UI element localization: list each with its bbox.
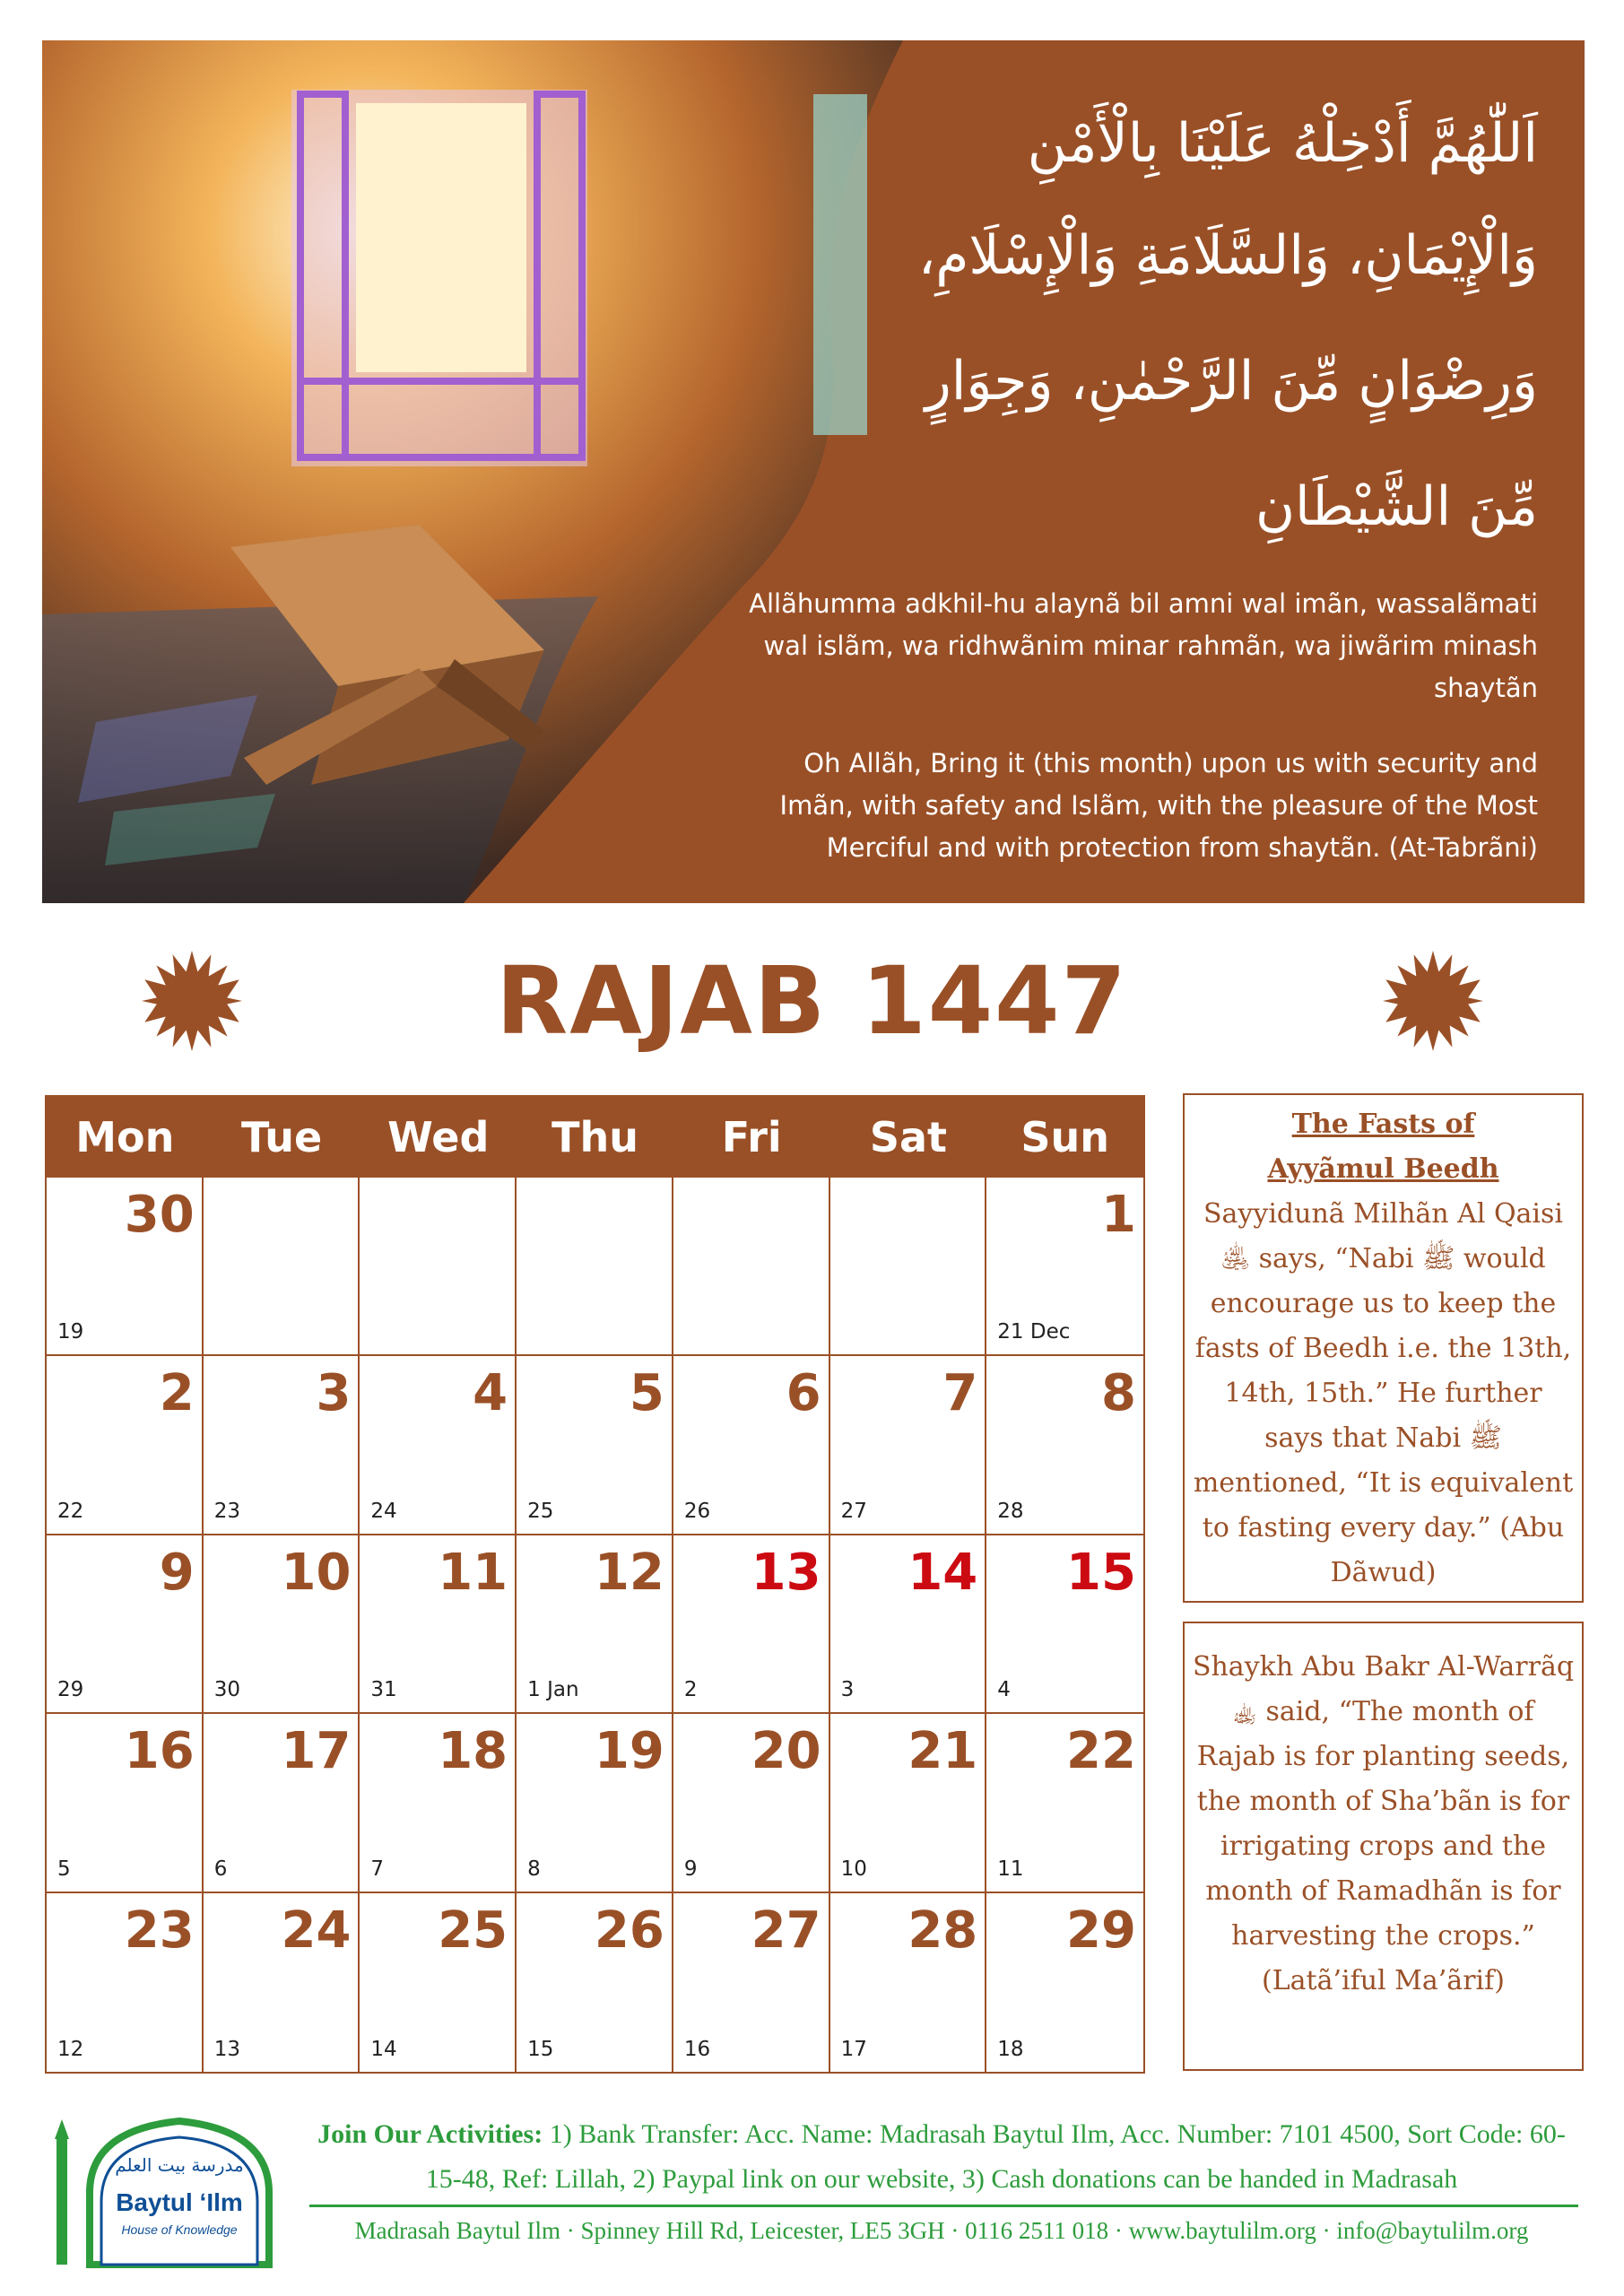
calendar-day-cell [673, 1535, 830, 1714]
fasts-body-text: Sayyidunã Milhãn Al Qaisi ﵁ says, “Nabi ﷺ would encourage us to keep the fasts of Beedh i.e. the 13th, 14th, 15th.” He further says that Nabi ﷺ mentioned, “It is equivalent to fasting every day.” (Abu Dãwud) [1193, 1198, 1574, 1588]
donation-info [305, 2112, 1578, 2202]
hijri-day-number: 14 [908, 1543, 978, 1602]
calendar-day-cell [360, 1893, 517, 2072]
weekday-label: Thu [551, 1113, 638, 1161]
gregorian-date: 23 [213, 1499, 240, 1523]
rajab-quote-box [1183, 1622, 1584, 2071]
header-banner [42, 40, 1585, 903]
hijri-day-number: 25 [438, 1900, 508, 1960]
join-text: 1) Bank Transfer: Acc. Name: Madrasah Baytul Ilm, Acc. Number: 7101 4500, Sort Code: 60-15-48, Ref: Lillah, 2) Paypal link on our website, 3) Cash donations can be handed in Madrasah [425, 2119, 1566, 2194]
calendar-day-cell [517, 1535, 673, 1714]
hijri-day-number: 15 [1066, 1543, 1136, 1602]
dua-arabic-line-4: مِّنَ الشَّيْطَانِ [1255, 475, 1538, 538]
weekday-label: Mon [75, 1113, 175, 1161]
calendar-day-cell [830, 1893, 987, 2072]
hijri-day-number: 4 [473, 1364, 508, 1423]
gregorian-date: 21 Dec [997, 1320, 1071, 1344]
hijri-day-number: 11 [438, 1543, 508, 1602]
gregorian-date: 26 [683, 1499, 711, 1523]
gregorian-date: 29 [57, 1678, 84, 1702]
fasts-info-box [1183, 1093, 1584, 1603]
calendar-day-cell [517, 1356, 673, 1535]
hijri-day-number: 1 [1101, 1186, 1136, 1244]
page-title: RAJAB 1447 [496, 946, 1128, 1056]
gregorian-date: 14 [370, 2037, 397, 2061]
calendar-day-cell [47, 1714, 204, 1892]
gregorian-date: 25 [527, 1499, 554, 1523]
gregorian-date: 15 [527, 2037, 554, 2061]
gregorian-date: 8 [527, 1857, 541, 1881]
calendar-day-cell [986, 1178, 1143, 1356]
quote-body-text: Shaykh Abu Bakr Al-Warrãq ﵀ said, “The month of Rajab is for planting seeds, the month of Sha’bãn is for irrigating crops and the month of Ramadhãn is for harvesting the crops.” (Latã’iful Ma’ãrif) [1192, 1651, 1575, 1996]
calendar-day-cell [517, 1714, 673, 1892]
gregorian-date: 18 [997, 2037, 1024, 2061]
fasts-heading-line-1: The Fasts of [1291, 1109, 1475, 1140]
calendar-day-cell [204, 1356, 360, 1535]
calendar-day-cell [673, 1178, 830, 1356]
hijri-day-number: 13 [751, 1543, 821, 1602]
footer-divider [309, 2205, 1578, 2207]
hijri-day-number: 27 [751, 1900, 821, 1960]
calendar-day-cell [986, 1714, 1143, 1892]
weekday-label: Wed [387, 1113, 490, 1161]
gregorian-date: 7 [370, 1857, 385, 1881]
calendar-grid [45, 1095, 1145, 2074]
calendar-day-cell [360, 1178, 517, 1356]
hijri-day-number: 7 [942, 1364, 978, 1423]
dua-arabic-line-3: وَرِضْوَانٍ مِّنَ الرَّحْمٰنِ، وَجِوَارٍ [925, 350, 1538, 413]
calendar-day-cell [47, 1535, 204, 1714]
gregorian-date: 11 [997, 1857, 1024, 1881]
hijri-day-number: 9 [159, 1543, 195, 1602]
hijri-day-number: 10 [281, 1543, 352, 1602]
calendar-day-cell [204, 1178, 360, 1356]
calendar-day-cell [204, 1893, 360, 2072]
join-label: Join Our Activities: [317, 2119, 543, 2149]
logo-tagline: House of Knowledge [121, 2222, 238, 2237]
gregorian-date: 19 [57, 1320, 84, 1344]
weekday-label: Sat [869, 1113, 948, 1161]
dua-transliteration: Allãhumma adkhil-hu alaynã bil amni wal imãn, wassalãmati wal islãm, wa ridhwãnim minar rahmãn, wa jiwãrim minash shaytãn [749, 588, 1538, 703]
dua-arabic-line-1: اَللّٰهُمَّ أَدْخِلْهُ عَلَيْنَا بِالْأَمْنِ [1027, 112, 1538, 175]
hijri-day-number: 28 [908, 1900, 978, 1960]
calendar-day-cell [360, 1535, 517, 1714]
hijri-day-number: 20 [751, 1722, 821, 1781]
calendar-day-cell [47, 1178, 204, 1356]
calendar-day-cell [986, 1535, 1143, 1714]
gregorian-date: 27 [840, 1499, 867, 1523]
starburst-icon [1383, 951, 1483, 1051]
gregorian-date: 4 [997, 1678, 1011, 1702]
calendar-days [47, 1178, 1143, 2072]
hijri-day-number: 29 [1066, 1900, 1136, 1960]
hijri-day-number: 24 [281, 1900, 352, 1960]
hijri-day-number: 12 [594, 1543, 664, 1602]
calendar-day-cell [360, 1714, 517, 1892]
gregorian-date: 16 [683, 2037, 711, 2061]
gregorian-date: 2 [683, 1678, 698, 1702]
calendar-day-cell [673, 1356, 830, 1535]
gregorian-date: 12 [57, 2037, 84, 2061]
calendar-day-cell [47, 1893, 204, 2072]
calendar-day-cell [986, 1893, 1143, 2072]
gregorian-date: 31 [370, 1678, 397, 1702]
contact-address: Madrasah Baytul Ilm · Spinney Hill Rd, Leicester, LE5 3GH · 0116 2511 018 · www.baytulilm.org · info@baytulilm.org [354, 2217, 1529, 2244]
hijri-day-number: 2 [159, 1364, 195, 1423]
calendar-day-cell [204, 1535, 360, 1714]
hijri-day-number: 17 [281, 1722, 352, 1781]
calendar-day-cell [830, 1535, 987, 1714]
weekday-label: Sun [1020, 1113, 1109, 1161]
gregorian-date: 17 [840, 2037, 867, 2061]
gregorian-date: 6 [213, 1857, 228, 1881]
gregorian-date: 1 Jan [527, 1678, 579, 1702]
calendar-day-cell [830, 1714, 987, 1892]
dua-arabic-line-2: وَالْإِيْمَانِ، وَالسَّلَامَةِ وَالْإِسْلَامِ، [917, 224, 1538, 287]
gregorian-date: 10 [840, 1857, 867, 1881]
calendar-day-cell [673, 1714, 830, 1892]
gregorian-date: 24 [370, 1499, 397, 1523]
gregorian-date: 3 [840, 1678, 855, 1702]
gregorian-date: 13 [213, 2037, 240, 2061]
hijri-day-number: 8 [1101, 1364, 1136, 1423]
calendar-day-cell [360, 1356, 517, 1535]
hijri-day-number: 18 [438, 1722, 508, 1781]
gregorian-date: 9 [683, 1857, 698, 1881]
logo-name: Baytul ʻIlm [116, 2188, 243, 2216]
weekday-label: Tue [240, 1113, 323, 1161]
calendar-day-cell [47, 1356, 204, 1535]
calendar-day-cell [830, 1178, 987, 1356]
gregorian-date: 5 [57, 1857, 71, 1881]
hijri-day-number: 3 [316, 1364, 352, 1423]
dua-translation: Oh Allãh, Bring it (this month) upon us with security and Imãn, with safety and Islãm, with the pleasure of the Most Merciful and with protection from shaytãn. (At-Tabrãni) [779, 748, 1538, 863]
gregorian-date: 28 [997, 1499, 1024, 1523]
hijri-day-number: 5 [629, 1364, 664, 1423]
gregorian-date: 22 [57, 1499, 84, 1523]
hijri-day-number: 22 [1066, 1722, 1136, 1781]
calendar-day-cell [986, 1356, 1143, 1535]
weekday-header [47, 1097, 1143, 1178]
gregorian-date: 30 [213, 1678, 240, 1702]
hijri-day-number: 19 [594, 1722, 664, 1781]
fasts-heading-line-2: Ayyãmul Beedh [1267, 1153, 1499, 1185]
hijri-day-number: 21 [908, 1722, 978, 1781]
weekday-label: Fri [721, 1113, 782, 1161]
calendar-day-cell [517, 1178, 673, 1356]
logo-arabic-text: مدرسة بيت العلم [115, 2154, 244, 2176]
hijri-day-number: 16 [124, 1722, 195, 1781]
hijri-day-number: 23 [124, 1900, 195, 1960]
hijri-day-number: 30 [124, 1186, 195, 1244]
calendar-day-cell [517, 1893, 673, 2072]
hijri-day-number: 6 [786, 1364, 821, 1423]
calendar-day-cell [204, 1714, 360, 1892]
calendar-day-cell [673, 1893, 830, 2072]
calendar-day-cell [830, 1356, 987, 1535]
hijri-day-number: 26 [594, 1900, 664, 1960]
